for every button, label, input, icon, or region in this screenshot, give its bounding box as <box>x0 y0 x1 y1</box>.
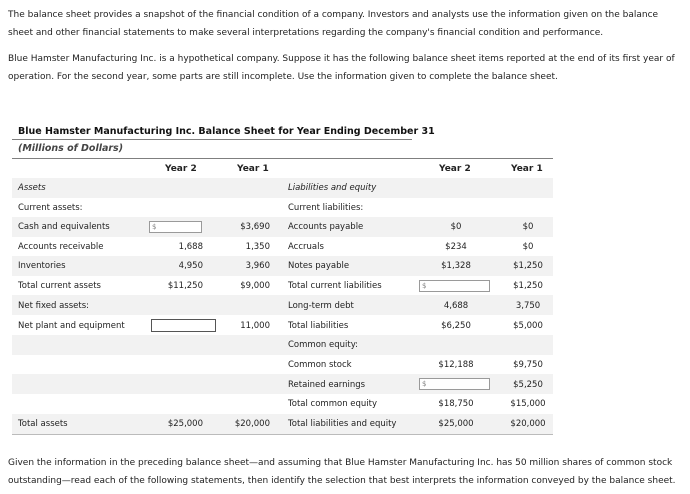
currency-prefix: $ <box>152 223 157 231</box>
total-liabilities-year1: $5,000 <box>513 321 543 331</box>
accruals-label: Accruals <box>288 242 324 252</box>
header-year2-left: Year 2 <box>165 164 197 174</box>
total-liabilities-equity-year2: $25,000 <box>438 419 474 429</box>
balance-sheet-subtitle: (Millions of Dollars) <box>18 143 124 154</box>
notes-payable-label: Notes payable <box>288 261 350 271</box>
cash-label: Cash and equivalents <box>18 222 110 232</box>
accruals-year1: $0 <box>522 242 534 252</box>
long-term-debt-year2: 4,688 <box>443 301 469 311</box>
total-assets-year1: $20,000 <box>234 419 270 429</box>
total-current-assets-year1: $9,000 <box>240 281 270 291</box>
total-current-assets-year2: $11,250 <box>167 281 203 291</box>
balance-sheet-title: Blue Hamster Manufacturing Inc. Balance Sheet for Year Ending December 31 <box>18 126 435 137</box>
long-term-debt-year1: 3,750 <box>515 301 541 311</box>
total-liabilities-label: Total liabilities <box>288 321 349 331</box>
retained-earnings-label: Retained earnings <box>288 380 366 390</box>
accruals-year2: $234 <box>445 242 467 252</box>
header-year2-right: Year 2 <box>439 164 471 174</box>
accounts-payable-year1: $0 <box>522 222 534 232</box>
header-year1-right: Year 1 <box>511 164 543 174</box>
cash-year1: $3,690 <box>240 222 270 232</box>
common-stock-year2: $12,188 <box>438 360 474 370</box>
total-current-assets-label: Total current assets <box>18 281 101 291</box>
row-band <box>12 178 553 198</box>
total-liabilities-year2: $6,250 <box>441 321 471 331</box>
row-band <box>12 335 553 355</box>
intro-paragraph-2: Blue Hamster Manufacturing Inc. is a hypothetical company. Suppose it has the following balance sheet items reported at the end of its first year of operation. For the second year, some parts are still incomplete. Use the information given to complete the balance sheet. <box>8 54 675 82</box>
common-stock-label: Common stock <box>288 360 352 370</box>
table-bottom-rule <box>12 434 553 435</box>
total-assets-label: Total assets <box>18 419 68 429</box>
accounts-receivable-year1: 1,350 <box>245 242 270 252</box>
total-current-liabilities-year2-input[interactable] <box>419 280 490 292</box>
assets-heading: Assets <box>18 183 46 193</box>
net-plant-year1: 11,000 <box>240 321 270 331</box>
liabilities-equity-heading: Liabilities and equity <box>288 183 377 193</box>
inventories-year2: 4,950 <box>178 261 203 271</box>
total-common-equity-year1: $15,000 <box>510 399 546 409</box>
accounts-receivable-label: Accounts receivable <box>18 242 104 252</box>
accounts-payable-year2: $0 <box>450 222 462 232</box>
header-rule <box>12 158 553 159</box>
total-liabilities-equity-label: Total liabilities and equity <box>288 419 397 429</box>
total-common-equity-label: Total common equity <box>288 399 378 409</box>
current-liabilities-heading: Current liabilities: <box>288 203 364 213</box>
common-stock-year1: $9,750 <box>513 360 543 370</box>
currency-prefix: $ <box>422 380 427 388</box>
retained-earnings-year2-input[interactable] <box>419 378 490 390</box>
total-common-equity-year2: $18,750 <box>438 399 474 409</box>
common-equity-heading: Common equity: <box>288 340 358 350</box>
title-rule <box>12 139 412 140</box>
accounts-receivable-year2: 1,688 <box>178 242 203 252</box>
inventories-label: Inventories <box>18 261 66 271</box>
current-assets-heading: Current assets: <box>18 203 83 213</box>
net-plant-label: Net plant and equipment <box>18 321 125 331</box>
long-term-debt-label: Long-term debt <box>288 301 354 311</box>
notes-payable-year2: $1,328 <box>441 261 471 271</box>
cash-year2-input[interactable] <box>149 221 202 233</box>
total-assets-year2: $25,000 <box>167 419 203 429</box>
currency-prefix: $ <box>422 282 427 290</box>
retained-earnings-year1: $5,250 <box>513 380 543 390</box>
total-current-liabilities-label: Total current liabilities <box>288 281 382 291</box>
net-fixed-assets-heading: Net fixed assets: <box>18 301 89 311</box>
intro-paragraph-1: The balance sheet provides a snapshot of the financial condition of a company. Investors and analysts use the information given on the balance sheet and other financial statements to make several interpretations regarding the company's financial condition and performance. <box>8 10 659 38</box>
footer-paragraph: Given the information in the preceding balance sheet—and assuming that Blue Hamster Manufacturing Inc. has 50 million shares of common stock outstanding—read each of the following statements, then identify the selection that best interprets the information conveyed by the balance sheet. <box>8 458 676 486</box>
accounts-payable-label: Accounts payable <box>288 222 364 232</box>
total-current-liabilities-year1: $1,250 <box>513 281 543 291</box>
notes-payable-year1: $1,250 <box>513 261 543 271</box>
net-plant-year2-input[interactable] <box>151 319 216 332</box>
inventories-year1: 3,960 <box>245 261 270 271</box>
total-liabilities-equity-year1: $20,000 <box>510 419 546 429</box>
header-year1-left: Year 1 <box>237 164 269 174</box>
